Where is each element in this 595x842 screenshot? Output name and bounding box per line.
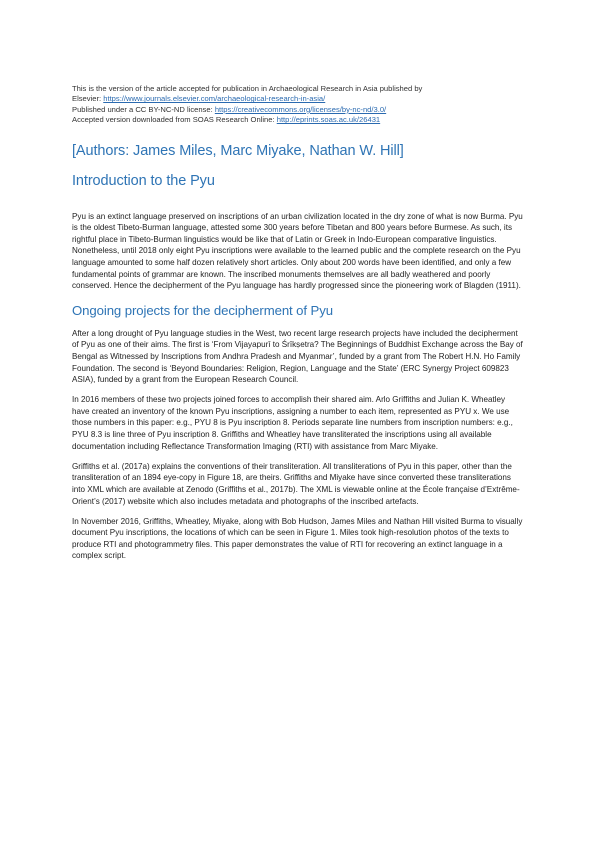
body-paragraph: After a long drought of Pyu language studies in the West, two recent large research projects have included the decipherment of Pyu as one of their aims. The first is ‘From Vijayapurī to Śrīkṣetra? The Beginnings of Buddhist Exchange across the Bay of Bengal as Witnessed by Inscriptions from Andhra Pradesh and Myanmar’, funded by a grant from The Robert H.N. Ho Family Foundation. The second is ‘Beyond Boundaries: Religion, Region, Language and the State’ (ERC Synergy Project 609823 ASIA), funded by a grant from the European Research Council. [72,328,523,385]
section-heading-ongoing-projects: Ongoing projects for the decipherment of Pyu [72,302,333,318]
notice-line-1: This is the version of the article accepted for publication in Archaeological Research in Asia published by [72,84,423,93]
notice-line-2-text: Elsevier: [72,94,104,104]
repository-link[interactable]: http://eprints.soas.ac.uk/26431 [276,115,381,125]
body-paragraph: In November 2016, Griffiths, Wheatley, Miyake, along with Bob Hudson, James Miles and Nathan Hill visited Burma to visually document Pyu inscriptions, the locations of which can be seen in Figure 1. Miles took high-resolution photos of the texts to produce RTI and photogrammetry files. This paper demonstrates the value of RTI for recovering an extinct language in a complex script. [72,516,523,561]
notice-line-4-text: Accepted version downloaded from SOAS Research Online: [72,115,277,125]
publication-notice [72,84,524,126]
license-link[interactable]: https://creativecommons.org/licenses/by-nc-nd/3.0/ [214,104,387,114]
notice-line-3 [72,105,524,115]
notice-line-4 [72,115,524,125]
journal-link[interactable]: https://www.journals.elsevier.com/archaeological-research-in-asia/ [103,94,326,104]
section-heading-introduction: Introduction to the Pyu [72,172,215,189]
notice-line-2 [72,94,524,104]
body-paragraph: In 2016 members of these two projects joined forces to accomplish their shared aim. Arlo Griffiths and Julian K. Wheatley have created an inventory of the known Pyu inscriptions, assigning a number to each item, represented as PYU x. We use those numbers in this paper: e.g., PYU 8 is Pyu inscription 8. Periods separate line numbers from inscription numbers: e.g., PYU 8.3 is line three of Pyu inscription 8. Griffiths and Wheatley have transliterated the inscriptions using all available documentation including Reflectance Transformation Imaging (RTI) with assistance from Marc Miyake. [72,395,513,451]
authors-line: [Authors: James Miles, Marc Miyake, Nathan W. Hill] [72,142,404,159]
body-paragraph: Griffiths et al. (2017a) explains the conventions of their transliteration. All transliterations of Pyu in this paper, other than the transliteration of an 1894 eye-copy in Figure 18, are theirs. Griffiths and Miyake have since converted these transliterations into XML which are available at Zenodo (Griffiths et al., 2017b). The XML is viewable online at the École française d’Extrême-Orient’s (2017) website which also includes metadata and photographs of the inscribed artefacts. [72,461,520,506]
notice-line-3-text: Published under a CC BY-NC-ND license: [72,104,215,114]
page-body [72,84,524,562]
intro-paragraph: Pyu is an extinct language preserved on inscriptions of an urban civilization located in the dry zone of what is now Burma. Pyu is the oldest Tibeto-Burman language, attested some 300 years before Tibetan and 800 years before Burmese. As such, its rightful place in Tibeto-Burman linguistics would be like that of Latin or Greek in Indo-European comparative linguistics. Nonetheless, until 2018 only eight Pyu inscriptions were available to the learned public and the complete research on the Pyu language amounted to some half dozen relatively short articles. Only about 200 words have been identified, and only a few fundamental points of grammar are known. The inscribed monuments themselves are all badly weathered and poorly conserved. Hence the decipherment of the Pyu language has hardly progressed since the pioneering work of Blagden (1911). [72,211,523,291]
